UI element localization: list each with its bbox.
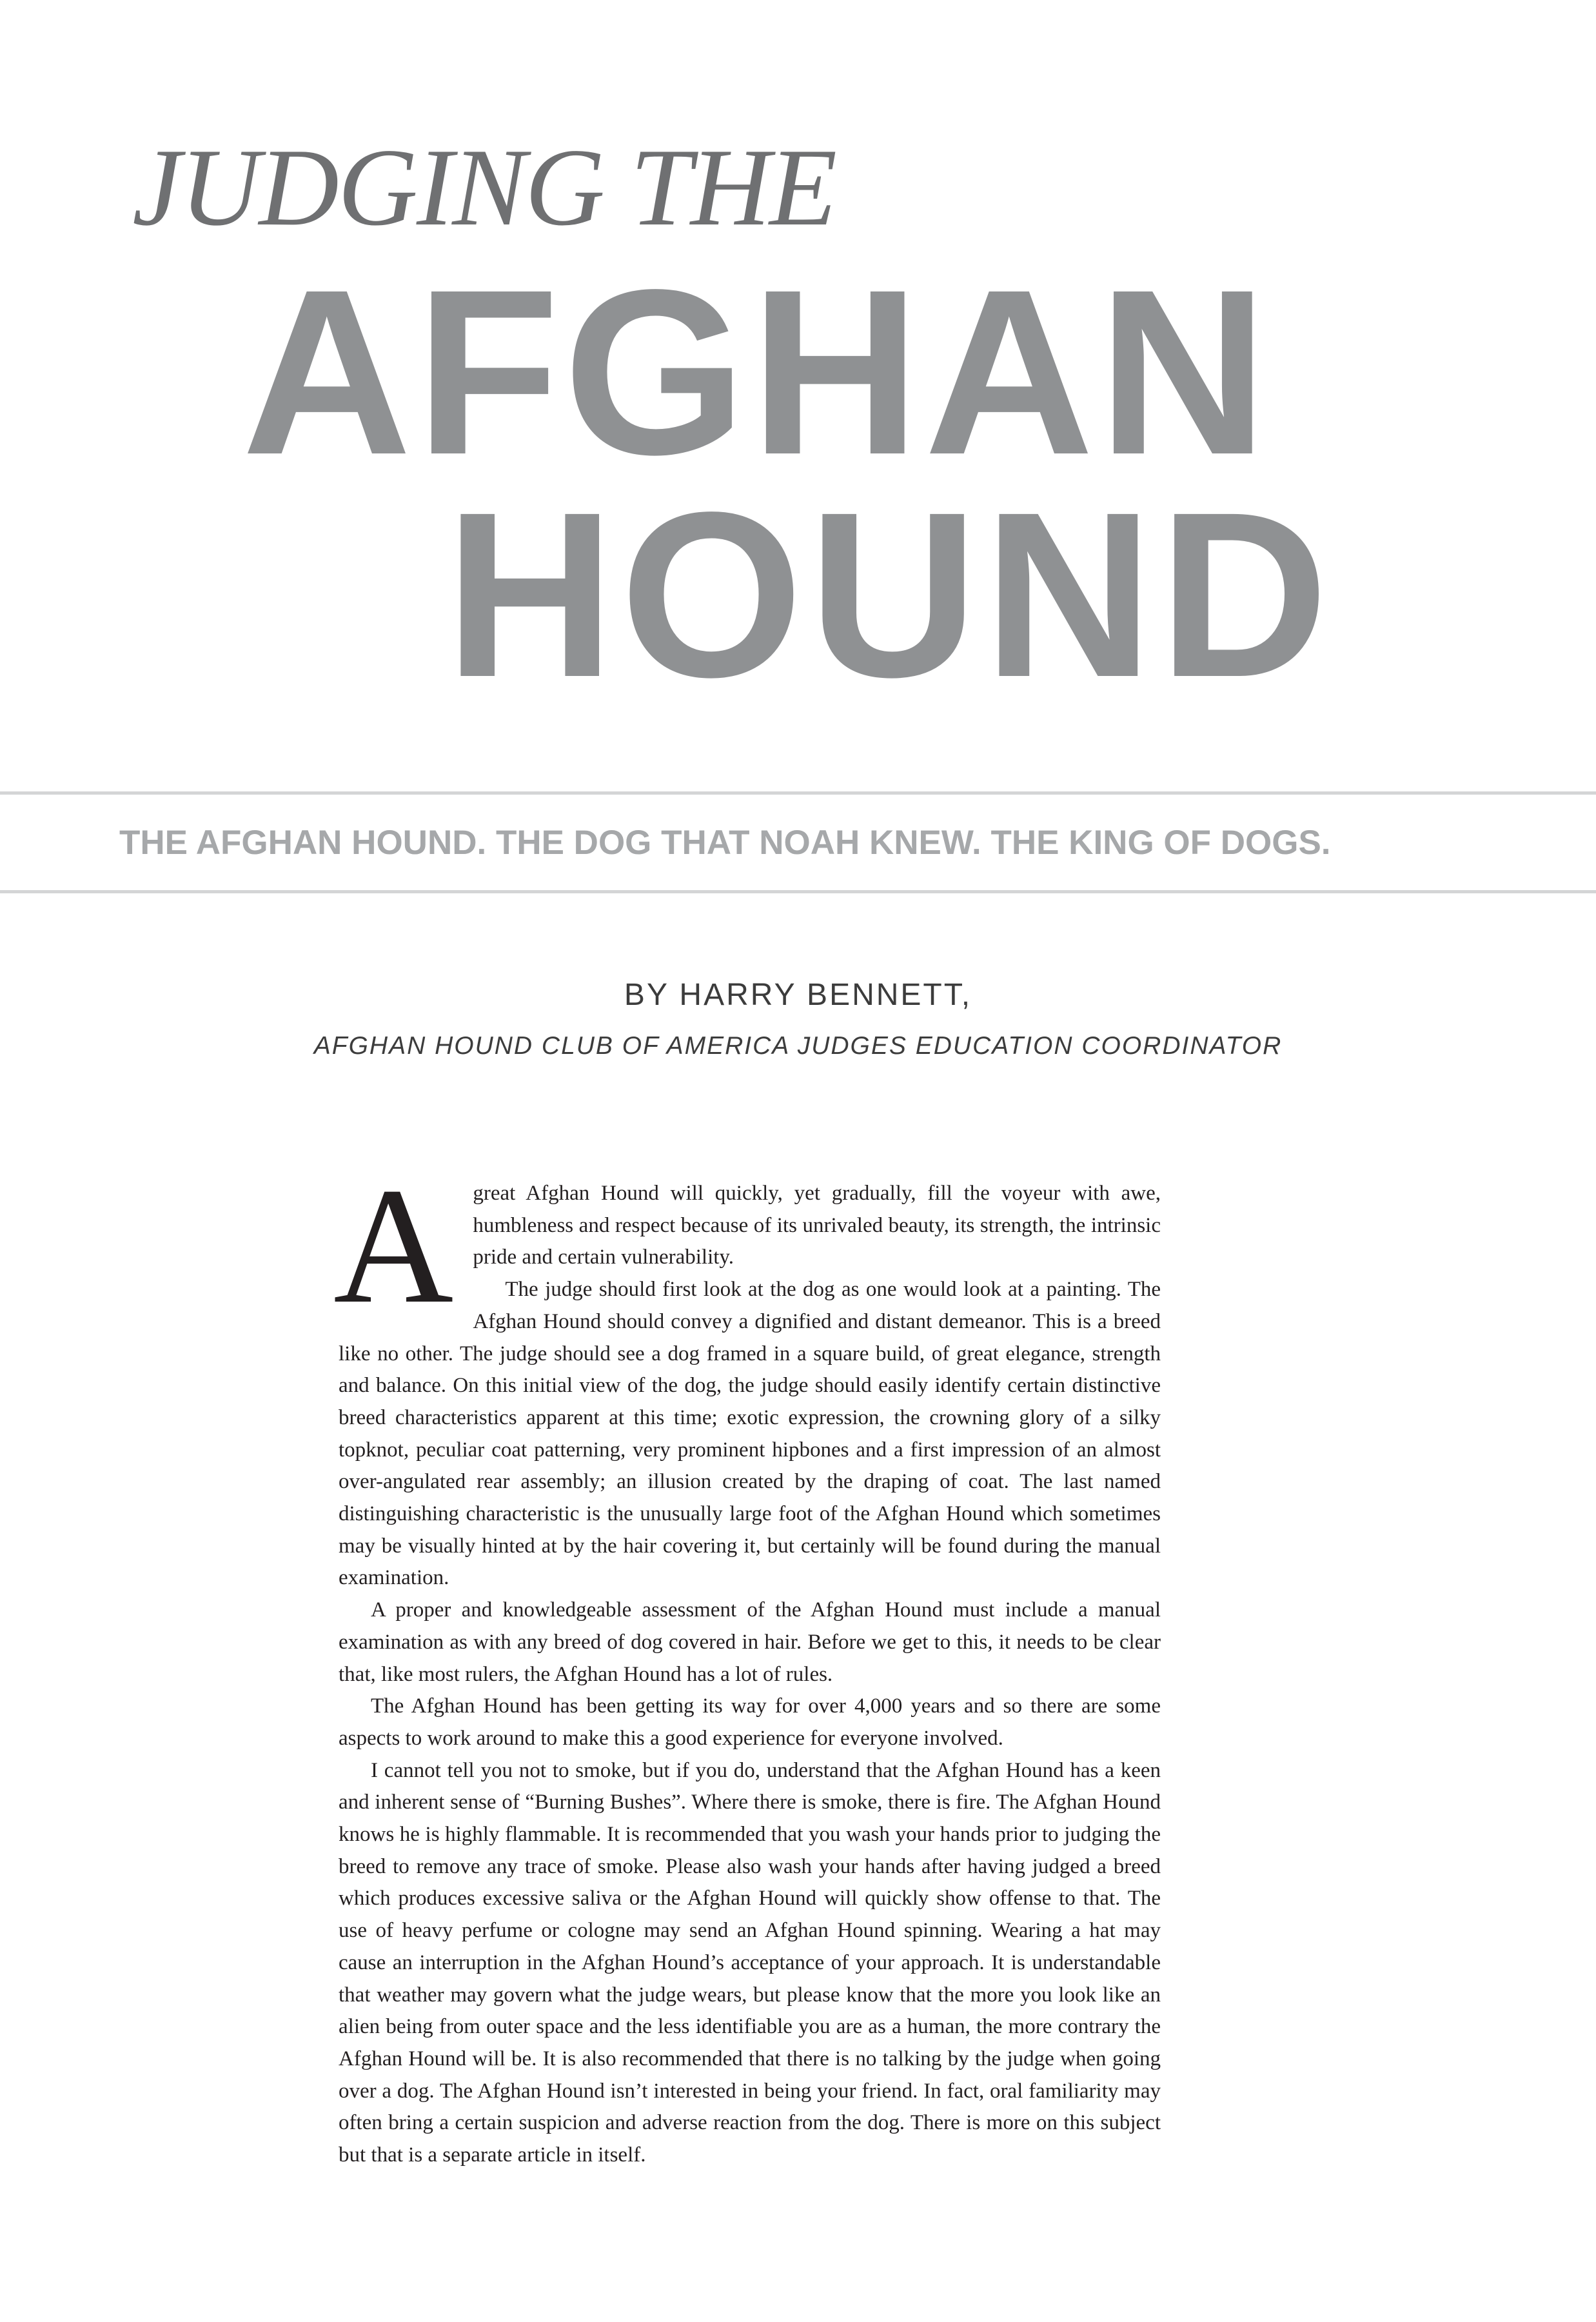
- article-paragraph: [333, 1153, 1161, 1338]
- article-paragraph: A proper and knowledgeable assessment of the Afghan Hound must include a manual examination as with any breed of dog covered in hair. Before we get to this, it needs to be clear that, like most rulers, the Afghan Hound has a lot of rules.: [339, 1598, 1161, 1686]
- byline: BY HARRY BENNETT,: [624, 978, 972, 1012]
- drop-cap: A: [333, 1153, 454, 1338]
- article-body: [333, 1153, 1161, 2172]
- tagline: THE AFGHAN HOUND. THE DOG THAT NOAH KNEW. THE KING OF DOGS.: [119, 824, 1331, 862]
- article-paragraph: The Afghan Hound has been getting its way for over 4,000 years and so there are some aspects to work around to make this a good experience for everyone involved.: [339, 1694, 1161, 1750]
- author-affiliation: AFGHAN HOUND CLUB OF AMERICA JUDGES EDUCATION COORDINATOR: [313, 1032, 1283, 1060]
- article-paragraph: I cannot tell you not to smoke, but if you do, understand that the Afghan Hound has a keen and inherent sense of “Burning Bushes”. Where there is smoke, there is fire. The Afghan Hound knows he is highly flammable. It is recommended that you wash your hands prior to judging the breed to remove any trace of smoke. Please also wash your hands after having judged a breed which produces excessive saliva or the Afghan Hound will quickly show offense to that. The use of heavy perfume or cologne may send an Afghan Hound spinning. Wearing a hat may cause an interruption in the Afghan Hound’s acceptance of your approach. It is understandable that weather may govern what the judge wears, but please know that the more you look like an alien being from outer space and the less identifiable you are as a human, the more contrary the Afghan Hound will be. It is also recommended that there is no talking by the judge when going over a dog. The Afghan Hound isn’t interested in being your friend. In fact, oral familiarity may often bring a certain suspicion and adverse reaction from the dog. There is more on this subject but that is a separate article in itself.: [339, 1758, 1161, 2167]
- title-hound: HOUND: [445, 464, 1334, 726]
- divider-bottom: [0, 890, 1596, 893]
- title-afghan: AFGHAN: [242, 241, 1272, 504]
- divider-top: [0, 791, 1596, 795]
- article-paragraph: The judge should first look at the dog as one would look at a painting. The Afghan Hound should convey a dignified and distant demeanor. This is a breed like no other. The judge should see a dog framed in a square build, of great elegance, strength and balance. On this initial view of the dog, the judge should easily identify certain distinctive breed characteristics apparent at this time; exotic expression, the crowning glory of a silky topknot, peculiar coat patterning, very prominent hipbones and a first impression of an almost over-angulated rear assembly; an illusion created by the draping of coat. The last named distinguishing characteristic is the unusually large foot of the Afghan Hound which sometimes may be visually hinted at by the hair covering it, but certainly will be found during the manual examination.: [339, 1278, 1161, 1590]
- title-judging-the: JUDGING THE: [132, 126, 836, 249]
- paragraph-text: great Afghan Hound will quickly, yet gradually, fill the voyeur with awe, humbleness and respect because of its unrivaled beauty, its strength, the intrinsic pride and certain vulnerability.: [473, 1182, 1161, 1269]
